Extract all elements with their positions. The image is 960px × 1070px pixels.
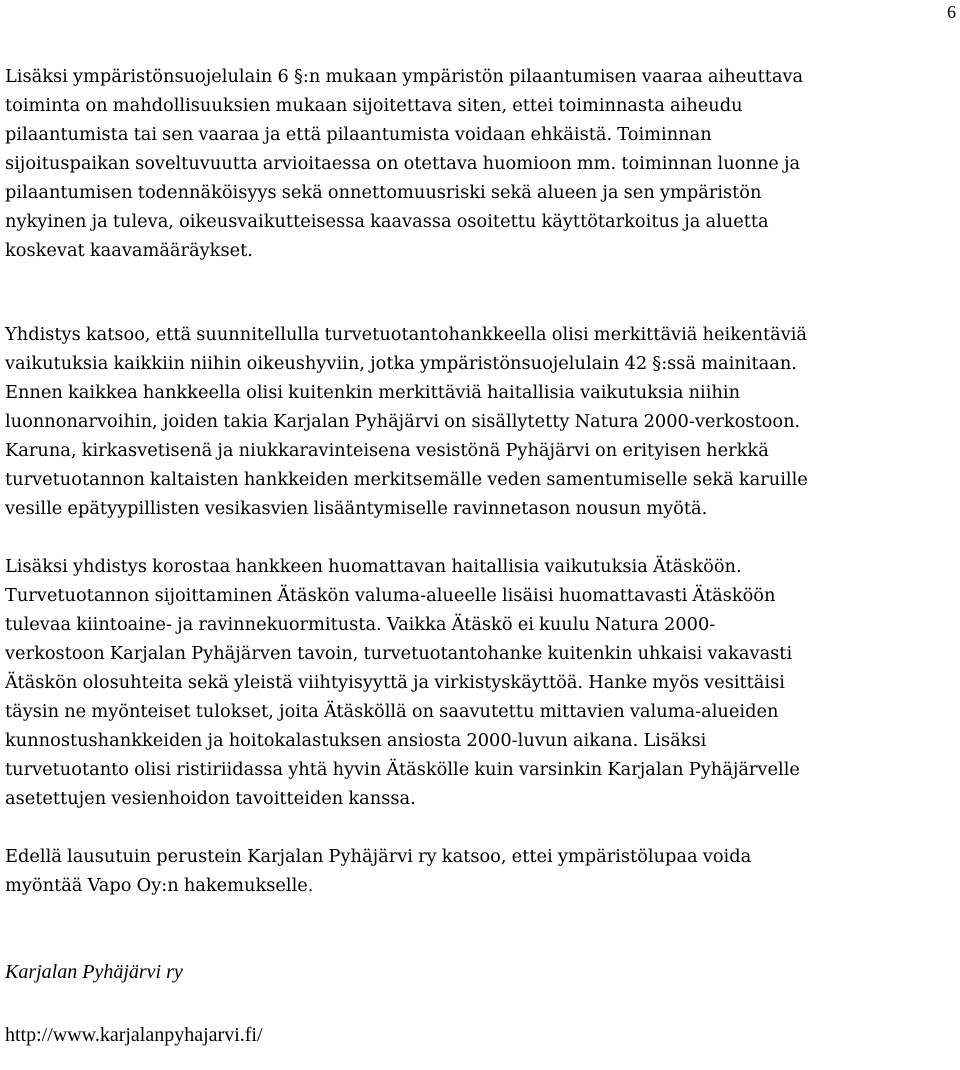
- website-link[interactable]: http://www.karjalanpyhajarvi.fi/: [5, 1024, 263, 1046]
- document-body: [5, 62, 957, 1050]
- signature: Karjalan Pyhäjärvi ry: [5, 961, 183, 983]
- paragraph-environmental-law: Lisäksi ympäristönsuojelulain 6 §:n mukaan ympäristön pilaantumisen vaaraa aiheuttava toiminta on mahdollisuuksien mukaan sijoitettava siten, ettei toiminnasta aiheudu pilaantumista tai sen vaaraa ja että pilaantumista voidaan ehkäistä. Toiminnan sijoituspaikan soveltuvuutta arvioitaessa on otettava huomioon mm. toiminnan luonne ja pilaantumisen todennäköisyys sekä onnettomuusriski sekä alueen ja sen ympäristön nykyinen ja tuleva, oikeusvaikutteisessa kaavassa osoitettu käyttötarkoitus ja aluetta koskevat kaavamääräykset.: [5, 66, 804, 261]
- paragraph-atasko-impacts: Lisäksi yhdistys korostaa hankkeen huomattavan haitallisia vaikutuksia Ätäsköön. Turvetuotannon sijoittaminen Ätäskön valuma-alueelle lisäisi huomattavasti Ätäsköön tulevaa kiintoaine- ja ravinnekuormitusta. Vaikka Ätäskö ei kuulu Natura 2000- verkostoon Karjalan Pyhäjärven tavoin, turvetuotantohanke kuitenkin uhkaisi vakavasti Ätäskön olosuhteita sekä yleistä viihtyisyyttä ja virkistyskäyttöä. Hanke myös vesittäisi täysin ne myönteiset tulokset, joita Ätäsköllä on saavutettu mittavien valuma-alueiden kunnostushankkeiden ja hoitokalastuksen ansiosta 2000-luvun aikana. Lisäksi turvetuotanto olisi ristiriidassa yhtä hyvin Ätäskölle kuin varsinkin Karjalan Pyhäjärvelle asetettujen vesienhoidon tavoitteiden kanssa.: [5, 556, 800, 809]
- paragraph-association-view: Yhdistys katsoo, että suunnitellulla turvetuotantohankkeella olisi merkittäviä heikentäviä vaikutuksia kaikkiin niihin oikeushyviin, jotka ympäristönsuojelulain 42 §:ssä mainitaan. Ennen kaikkea hankkeella olisi kuitenkin merkittäviä haitallisia vaikutuksia niihin luonnonarvoihin, joiden takia Karjalan Pyhäjärvi on sisällytetty Natura 2000-verkostoon. Karuna, kirkasvetisenä ja niukkaravinteisena vesistönä Pyhäjärvi on erityisen herkkä turvetuotannon kaltaisten hankkeiden merkitsemälle veden samentumiselle sekä karuille vesille epätyypillisten vesikasvien lisääntymiselle ravinnetason nousun myötä.: [5, 324, 808, 519]
- page-number: 6: [947, 2, 956, 22]
- paragraph-conclusion: Edellä lausutuin perustein Karjalan Pyhäjärvi ry katsoo, ettei ympäristölupaa voida myöntää Vapo Oy:n hakemukselle.: [5, 846, 752, 896]
